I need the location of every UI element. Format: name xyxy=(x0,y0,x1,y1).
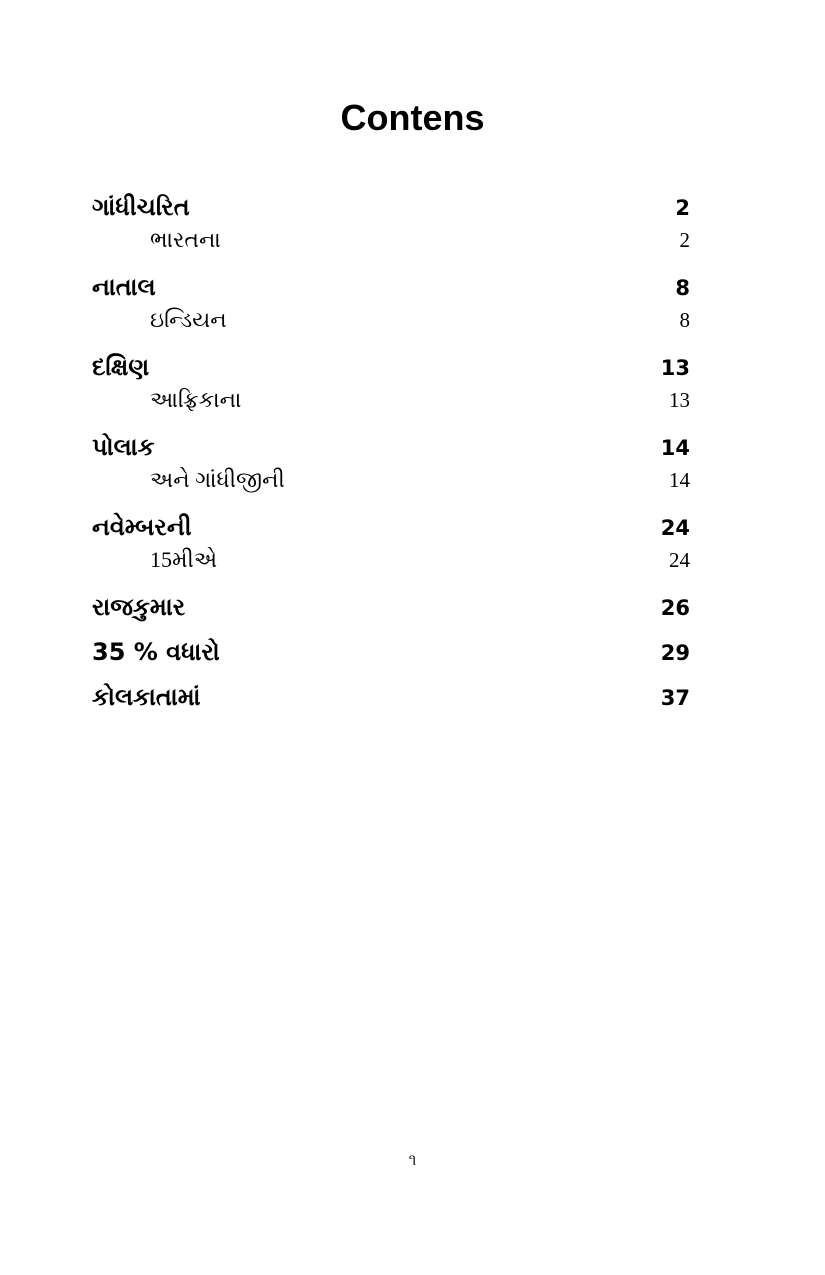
toc-entry-35-vadharo[interactable] xyxy=(92,635,690,670)
toc-entry-label: અને ગાંધીજીની xyxy=(150,467,285,492)
toc-entry-page: 24 xyxy=(669,548,690,572)
toc-entry-label: ભારતના xyxy=(150,227,221,252)
toc-entry-page: 14 xyxy=(669,468,690,492)
toc-entry-natal[interactable] xyxy=(92,270,690,305)
toc-entry-page: 24 xyxy=(660,516,690,540)
toc-entry-label: નવેમ્બરની xyxy=(92,513,192,541)
toc-entry-label: રાજકુમાર xyxy=(92,593,186,621)
toc-entry-label: પોલાક xyxy=(92,433,155,461)
toc-entry-page: 13 xyxy=(660,356,690,380)
toc-entry-label: ઇન્ડિયન xyxy=(150,307,227,332)
page-number: ૧ xyxy=(408,1150,417,1169)
toc-subentry-ane-gandhijini[interactable] xyxy=(92,465,690,500)
toc-entry-label: 35 % વધારો xyxy=(92,638,220,666)
toc-entry-page: 29 xyxy=(660,641,690,665)
toc-entry-page: 37 xyxy=(660,686,690,710)
toc-entry-page: 8 xyxy=(675,276,690,300)
toc-entry-rajkumar[interactable] xyxy=(92,590,690,625)
toc-entry-kolkatama[interactable] xyxy=(92,680,690,715)
toc-entry-polak[interactable] xyxy=(92,430,690,465)
toc-subentry-africana[interactable] xyxy=(92,385,690,420)
toc-subentry-indian[interactable] xyxy=(92,305,690,340)
toc-subentry-bharatna[interactable] xyxy=(92,225,690,260)
toc-entry-label: દક્ષિણ xyxy=(92,353,150,381)
toc-entry-label: ગાંધીચરિત xyxy=(92,193,190,221)
toc-entry-label: 15મીએ xyxy=(150,547,218,572)
toc-entry-label: કોલકાતામાં xyxy=(92,683,201,711)
toc-entry-label: આફ્રિકાના xyxy=(150,387,242,412)
toc-entry-page: 2 xyxy=(675,196,690,220)
toc-entry-page: 8 xyxy=(679,308,690,332)
toc-entry-gandhicharit[interactable] xyxy=(92,190,690,225)
toc-entry-dakshin[interactable] xyxy=(92,350,690,385)
toc-entry-page: 2 xyxy=(679,228,690,252)
table-of-contents xyxy=(92,190,690,715)
toc-entry-page: 13 xyxy=(669,388,690,412)
toc-entry-page: 26 xyxy=(660,596,690,620)
toc-entry-label: નાતાલ xyxy=(92,273,156,301)
toc-entry-page: 14 xyxy=(660,436,690,460)
toc-subentry-15mie[interactable] xyxy=(92,545,690,580)
toc-entry-novemberni[interactable] xyxy=(92,510,690,545)
page-title: Contens xyxy=(340,97,485,138)
